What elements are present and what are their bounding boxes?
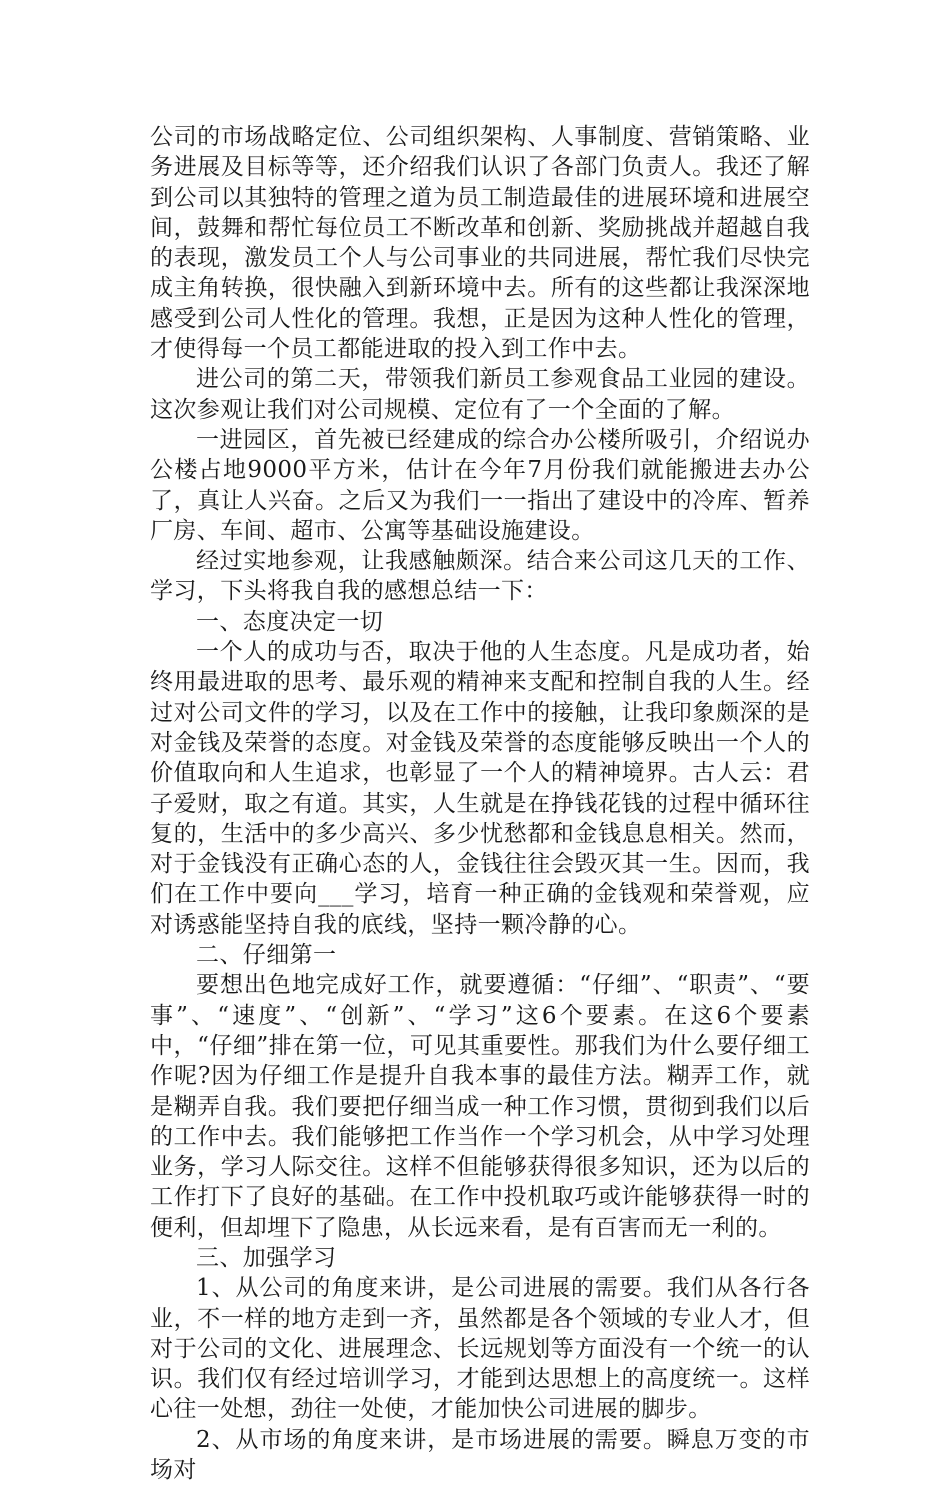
paragraph-7: 1、从公司的角度来讲，是公司进展的需要。我们从各行各业，不一样的地方走到一齐，虽然都是各个领域的专业人才，但对于公司的文化、进展理念、长远规划等方面没有一个统一的认识。我们仅有经过培训学习，才能到达思想上的高度统一。这样心往一处想，劲往一处使，才能加快公司进展的脚步。 (150, 1275, 810, 1423)
paragraph-6: 要想出色地完成好工作，就要遵循：“仔细”、“职责”、“要事”、“速度”、“创新”、“学习”这6个要素。在这6个要素中，“仔细”排在第一位，可见其重要性。那我们为什么要仔细工作呢?因为仔细工作是提升自我本事的最佳方法。糊弄工作，就是糊弄自我。我们要把仔细当成一种工作习惯，贯彻到我们以后的工作中去。我们能够把工作当作一个学习机会，从中学习处理业务，学习人际交往。这样不但能够获得很多知识，还为以后的工作打下了良好的基础。在工作中投机取巧或许能够获得一时的便利，但却埋下了隐患，从长远来看，是有百害而无一利的。 (150, 972, 810, 1241)
paragraph-3: 一进园区，首先被已经建成的综合办公楼所吸引，介绍说办公楼占地9000平方米，估计在今年7月份我们就能搬进去办公了，真让人兴奋。之后又为我们一一指出了建设中的冷库、暂养厂房、车间、超市、公寓等基础设施建设。 (150, 426, 810, 544)
section-heading-1: 一、态度决定一切 (196, 608, 384, 635)
section-heading-2: 二、仔细第一 (196, 942, 337, 969)
paragraph-2: 进公司的第二天，带领我们新员工参观食品工业园的建设。这次参观让我们对公司规模、定位有了一个全面的了解。 (150, 366, 810, 423)
paragraph-8: 2、从市场的角度来讲，是市场进展的需要。瞬息万变的市场对 (150, 1426, 810, 1484)
document-page (150, 122, 810, 1485)
paragraph-1: 公司的市场战略定位、公司组织架构、人事制度、营销策略、业务进展及目标等等，还介绍我们认识了各部门负责人。我还了解到公司以其独特的管理之道为员工制造最佳的进展环境和进展空间，鼓舞和帮忙每位员工不断改革和创新、奖励挑战并超越自我的表现，激发员工个人与公司事业的共同进展，帮忙我们尽快完成主角转换，很快融入到新环境中去。所有的这些都让我深深地感受到公司人性化的管理。我想，正是因为这种人性化的管理，才使得每一个员工都能进取的投入到工作中去。 (150, 124, 810, 363)
section-heading-3: 三、加强学习 (196, 1244, 337, 1271)
paragraph-4: 经过实地参观，让我感触颇深。结合来公司这几天的工作、学习，下头将我自我的感想总结一下： (150, 548, 810, 605)
paragraph-5: 一个人的成功与否，取决于他的人生态度。凡是成功者，始终用最进取的思考、最乐观的精神来支配和控制自我的人生。经过对公司文件的学习，以及在工作中的接触，让我印象颇深的是对金钱及荣誉的态度。对金钱及荣誉的态度能够反映出一个人的价值取向和人生追求，也彰显了一个人的精神境界。古人云：君子爱财，取之有道。其实，人生就是在挣钱花钱的过程中循环往复的，生活中的多少高兴、多少忧愁都和金钱息息相关。然而，对于金钱没有正确心态的人，金钱往往会毁灭其一生。因而，我们在工作中要向___学习，培育一种正确的金钱观和荣誉观，应对诱惑能坚持自我的底线，坚持一颗冷静的心。 (150, 639, 810, 938)
